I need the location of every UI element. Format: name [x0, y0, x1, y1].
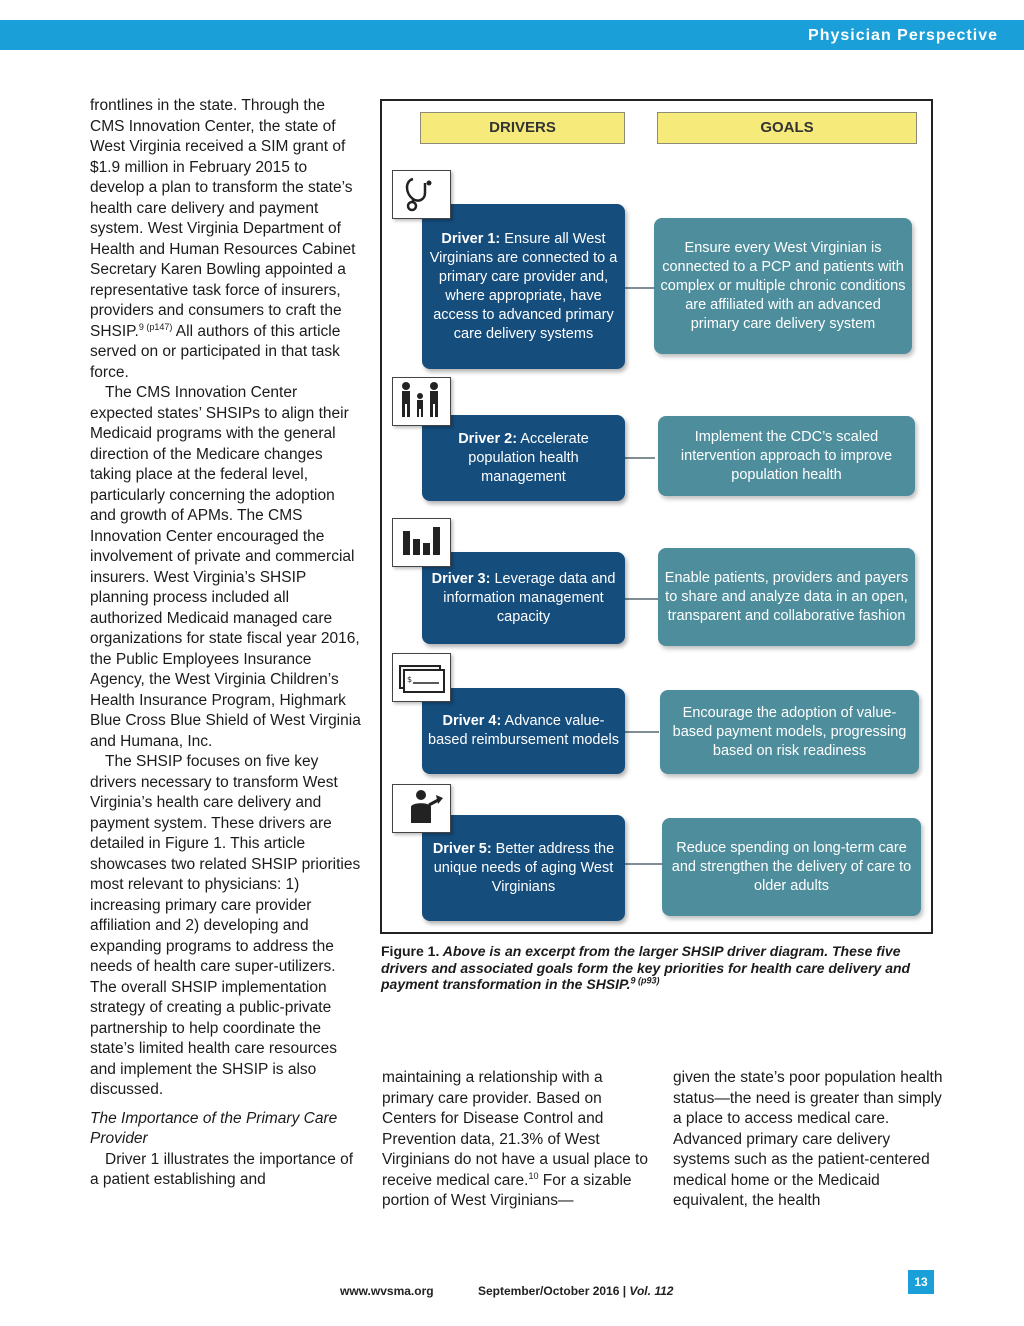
- driver-label: Driver 4:: [442, 713, 502, 729]
- goal-box: Ensure every West Virginian is connected to a PCP and patients with complex or multiple chronic conditions are affiliated with an advanced primary care delivery system: [654, 218, 912, 354]
- driver-label: Driver 5:: [432, 840, 492, 857]
- driver-box: [422, 552, 625, 644]
- family-icon: [392, 377, 451, 426]
- paragraph: The CMS Innovation Center expected states’ SHSIPs to align their Medicaid programs with the general direction of the Medicare changes taking place at the federal level, particularly concerning the adoption and growth of APMs. The CMS Innovation Center encouraged the involvement of private and commercial insurers. West Virginia’s SHSIP planning process included all authorized Medicaid managed care organizations for state fiscal year 2016, the Public Employees Insurance Agency, the West Virginia Children’s Health Insurance Program, Highmark Blue Cross Blue Shield of West Virginia and Humana, Inc.: [90, 384, 361, 750]
- middle-column: [382, 1068, 654, 1212]
- footer-issue-date: September/October 2016 |: [478, 1284, 630, 1298]
- connector-line: [625, 598, 659, 600]
- driver-label: Driver 2:: [458, 430, 518, 447]
- section-title: Physician Perspective: [808, 27, 998, 44]
- page-number: 13: [908, 1270, 934, 1294]
- bar-chart-icon: [392, 518, 451, 567]
- goal-box: Encourage the adoption of value-based payment models, progressing based on risk readiness: [660, 690, 919, 774]
- right-column: [673, 1068, 945, 1212]
- connector-line: [625, 457, 655, 459]
- goal-box: Implement the CDC’s scaled intervention approach to improve population health: [658, 416, 915, 496]
- header-banner: [0, 20, 1024, 50]
- connector-line: [625, 863, 663, 865]
- paragraph-text: frontlines in the state. Through the CMS Innovation Center, the state of West Virginia received a SIM grant of $1.9 million in February 2015 to develop a plan to transform the state’s health care delivery and payment system. West Virginia Department of Health and Human Resources Cabinet Secretary Karen Bowling appointed a representative task force of insurers, providers and consumers to craft the SHSIP.: [90, 97, 356, 340]
- stethoscope-icon: [392, 170, 451, 219]
- footer-issue: [478, 1284, 673, 1298]
- left-column: [90, 96, 362, 1191]
- caption-label: Figure 1.: [381, 943, 440, 959]
- driver-box: [422, 415, 625, 501]
- footer-website: www.wvsma.org: [340, 1284, 434, 1298]
- check-payment-icon: [392, 653, 451, 702]
- driver-label: Driver 1:: [441, 230, 501, 247]
- footer-volume: Vol. 112: [629, 1284, 674, 1298]
- reference-superscript: 9 (p93): [630, 975, 660, 986]
- goals-header: GOALS: [657, 112, 917, 144]
- paragraph: The SHSIP focuses on five key drivers necessary to transform West Virginia’s health care delivery and payment system. These drivers are detailed in Figure 1. This article showcases two related SHSIP priorities most relevant to physicians: 1) increasing primary care provider affiliation and 2) developing and expanding programs to address the needs of health care super-utilizers. The overall SHSIP implementation strategy of creating a public-private partnership to help coordinate the state’s limited health care resources and implement the SHSIP is also discussed.: [90, 753, 361, 1098]
- driver-box: [422, 688, 625, 774]
- paragraph-text: All authors of this article served on or participated in that task force.: [90, 322, 341, 381]
- driver-label: Driver 3:: [431, 570, 491, 587]
- driver-text: Advance value-based reimbursement models: [428, 713, 620, 748]
- paragraph: Driver 1 illustrates the importance of a patient establishing and: [90, 1150, 354, 1188]
- presenter-icon: [392, 784, 451, 833]
- connector-line: [625, 731, 659, 733]
- driver-text: Accelerate population health management: [468, 430, 589, 485]
- paragraph-text: maintaining a relationship with a primary care provider. Based on Centers for Disease Control and Prevention data, 21.3% of West Virginians do not have a usual place to receive medical care.: [382, 1069, 648, 1189]
- reference-superscript: 9 (p147): [138, 321, 173, 332]
- svg-text:$: $: [407, 675, 413, 684]
- driver-box: [422, 815, 625, 921]
- subheading: The Importance of the Primary Care Provider: [90, 1109, 338, 1147]
- reference-superscript: 10: [528, 1170, 539, 1181]
- goal-box: Reduce spending on long-term care and strengthen the delivery of care to older adults: [662, 818, 921, 916]
- driver-box: [422, 204, 625, 369]
- driver-diagram-figure: [380, 99, 933, 934]
- driver-text: Leverage data and information management capacity: [443, 570, 616, 625]
- paragraph: [382, 1068, 654, 1212]
- paragraph-text: For a sizable portion of West Virginians—: [382, 1171, 632, 1209]
- connector-line: [625, 287, 655, 289]
- drivers-header: DRIVERS: [420, 112, 625, 144]
- caption-text: Above is an excerpt from the larger SHSIP driver diagram. These five drivers and associated goals form the key priorities for health care delivery and payment transformation in the SHSIP.: [381, 943, 911, 992]
- driver-text: Better address the unique needs of aging West Virginians: [433, 840, 615, 895]
- paragraph: given the state’s poor population health status—the need is greater than simply a place to access medical care. Advanced primary care delivery systems such as the patient-centered medical home or the Medicaid equivalent, the health: [673, 1069, 943, 1209]
- figure-caption: [381, 943, 926, 993]
- goal-box: Enable patients, providers and payers to share and analyze data in an open, transparent and collaborative fashion: [658, 548, 915, 646]
- driver-text: Ensure all West Virginians are connected to a primary care provider and, where appropriate, have access to advanced primary care delivery systems: [429, 230, 618, 342]
- paragraph: [90, 96, 362, 383]
